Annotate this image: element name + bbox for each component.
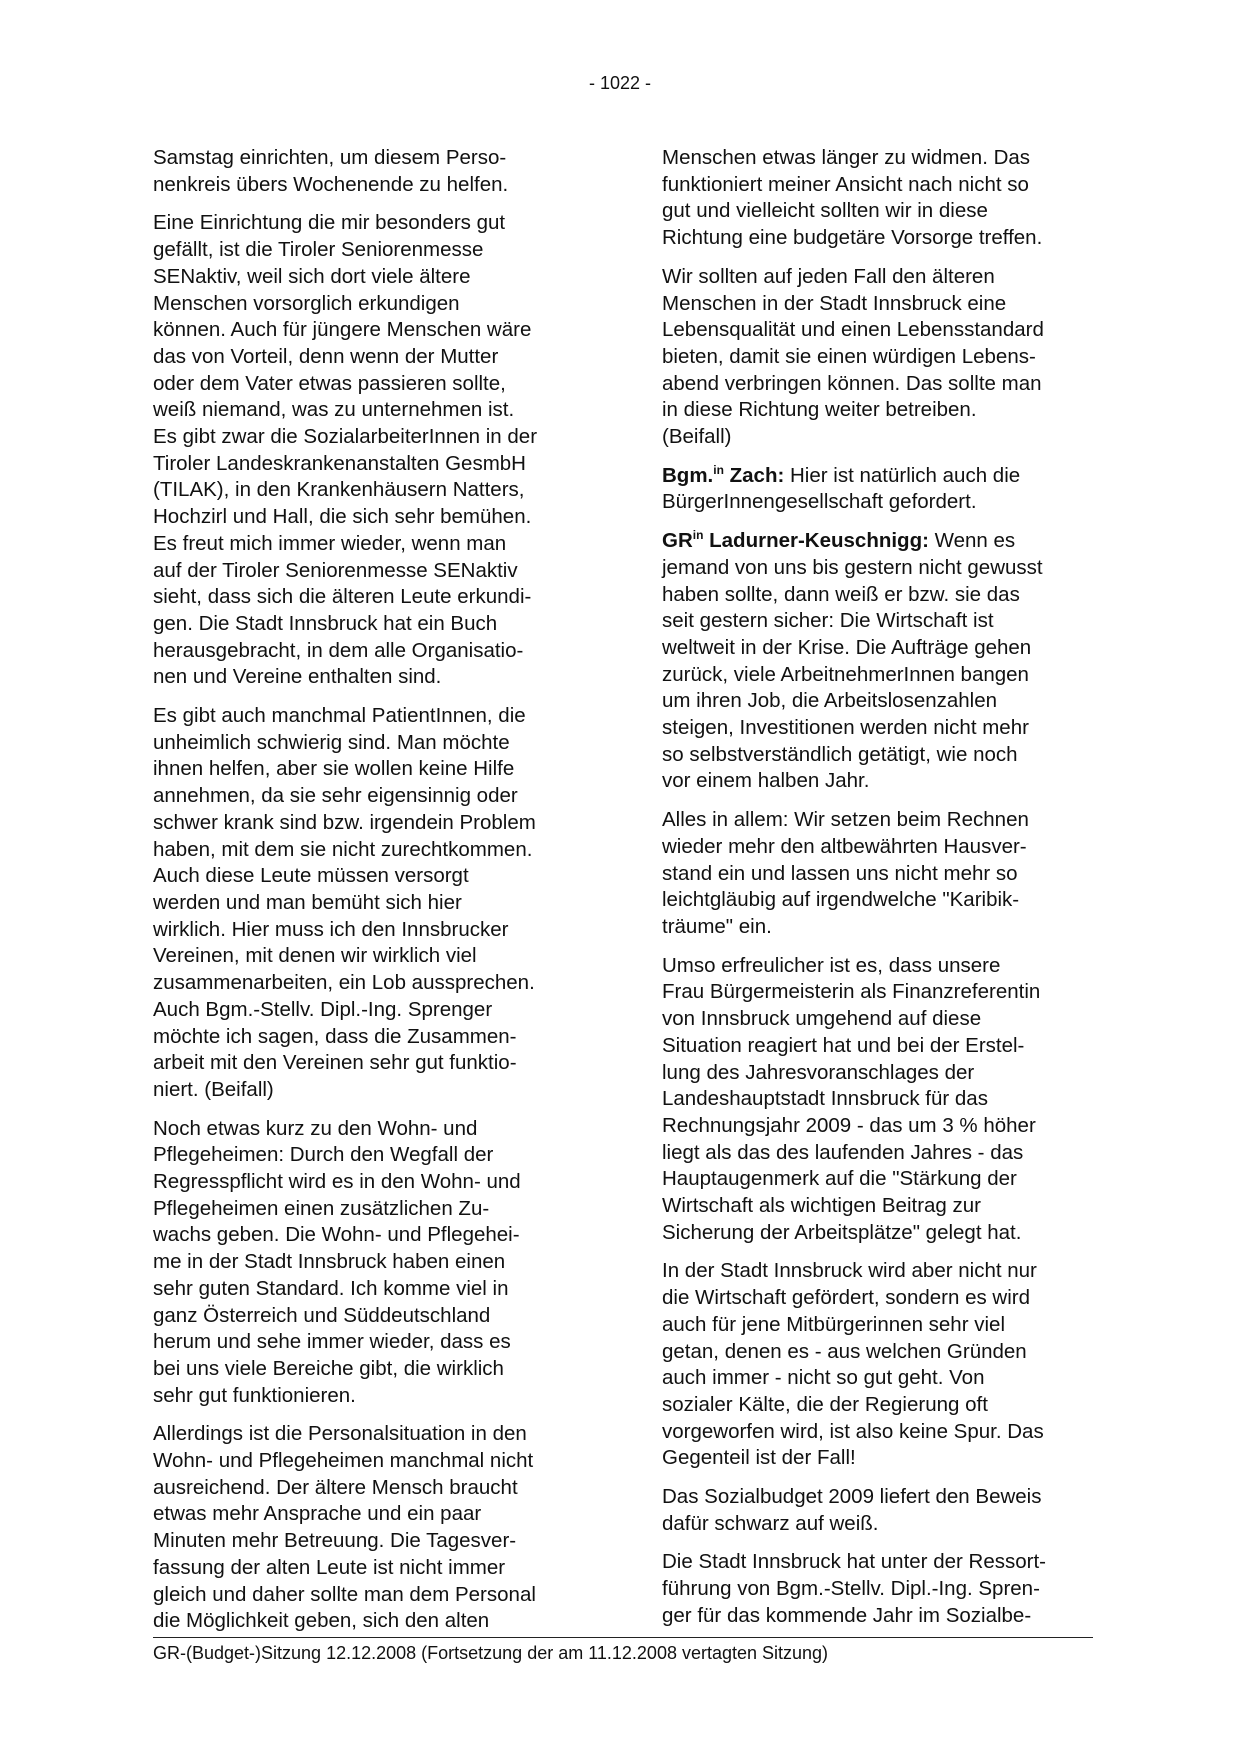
speech-paragraph [662, 463, 1097, 516]
paragraph: Samstag einrichten, um diesem Perso- nenkreis übers Wochenende zu helfen. [153, 146, 509, 196]
footer-divider [153, 1637, 1093, 1638]
paragraph: In der Stadt Innsbruck wird aber nicht nur die Wirtschaft gefördert, sondern es wird auch für jene Mitbürgerinnen sehr viel getan, denen es - aus welchen Gründen auch immer - nicht so gut geht. Von sozialer Kälte, die der Regierung oft vorgeworfen wird, ist also keine Spur. Das Gegenteil ist der Fall! [662, 1259, 1044, 1470]
paragraph: Wir sollten auf jeden Fall den älteren Menschen in der Stadt Innsbruck eine Lebensqualität und einen Lebensstandard bieten, damit sie einen würdigen Lebens- abend verbringen können. Das sollte man in diese Richtung weiter betreiben. (Beifall) [662, 264, 1044, 449]
paragraph: Umso erfreulicher ist es, dass unsere Frau Bürgermeisterin als Finanzreferentin von Innsbruck umgehend auf diese Situation reagiert hat und bei der Erstel- lung des Jahresvoranschlages der Landeshauptstadt Innsbruck für das Rechnungsjahr 2009 - das um 3 % höher liegt als das des laufenden Jahres - das Hauptaugenmerk auf die "Stärkung der Wirtschaft als wichtigen Beitrag zur Sicherung der Arbeitsplätze" gelegt hat. [662, 953, 1041, 1244]
page-footer: GR-(Budget-)Sitzung 12.12.2008 (Fortsetzung der am 11.12.2008 vertagten Sitzung) [153, 1643, 829, 1663]
paragraph: Das Sozialbudget 2009 liefert den Beweis dafür schwarz auf weiß. [662, 1485, 1042, 1535]
speaker-title: GR [662, 529, 693, 553]
right-column [662, 145, 1097, 1630]
paragraph: Alles in allem: Wir setzen beim Rechnen wieder mehr den altbewährten Hausver- stand ein und lassen uns nicht mehr so leichtgläubig auf irgendwelche "Karibik- träume" ein. [662, 808, 1029, 938]
speaker-label [662, 464, 784, 487]
page-number: - 1022 - [588, 73, 652, 93]
speech-text: Hier ist natürlich auch die BürgerInnengesellschaft gefordert. [662, 463, 1021, 514]
speech-text: Wenn es jemand von uns bis gestern nicht gewusst haben sollte, dann weiß er bzw. sie das seit gestern sicher: Die Wirtschaft ist weltweit in der Krise. Die Aufträge gehen zurück, viele ArbeitnehmerInnen bangen um ihren Job, die Arbeitslosenzahlen steigen, Investitionen werden nicht mehr so selbstverständlich getätigt, wie noch vor einem halben Jahr. [662, 529, 1043, 793]
paragraph: Noch etwas kurz zu den Wohn- und Pflegeheimen: Durch den Wegfall der Regresspflicht wird es in den Wohn- und Pflegeheimen einen zusätzlichen Zu- wachs geben. Die Wohn- und Pflegehei- me in der Stadt Innsbruck haben einen sehr guten Standard. Ich komme viel in ganz Österreich und Süddeutschland herum und sehe immer wieder, dass es bei uns viele Bereiche gibt, die wirklich sehr gut funktionieren. [153, 1116, 521, 1407]
speaker-title-suffix: in [692, 528, 704, 543]
speaker-name: Zach: [723, 463, 785, 487]
paragraph: Es gibt auch manchmal PatientInnen, die unheimlich schwierig sind. Man möchte ihnen helfen, aber sie wollen keine Hilfe annehmen, da sie sehr eigensinnig oder schwer krank sind bzw. irgendein Problem haben, mit dem sie nicht zurechtkommen. Auch diese Leute müssen versorgt werden und man bemüht sich hier wirklich. Hier muss ich den Innsbrucker Vereinen, mit denen wir wirklich viel zusammenarbeiten, ein Lob aussprechen. Auch Bgm.-Stellv. Dipl.-Ing. Sprenger möchte ich sagen, dass die Zusammen- arbeit mit den Vereinen sehr gut funktio- niert. (Beifall) [153, 704, 536, 1101]
paragraph: Allerdings ist die Personalsituation in den Wohn- und Pflegeheimen manchmal nicht ausreichend. Der ältere Mensch braucht etwas mehr Ansprache und ein paar Minuten mehr Betreuung. Die Tagesver- fassung der alten Leute ist nicht immer gleich und daher sollte man dem Personal die Möglichkeit geben, sich den alten [153, 1422, 536, 1633]
speaker-title: Bgm. [662, 463, 714, 487]
paragraph: Eine Einrichtung die mir besonders gut gefällt, ist die Tiroler Seniorenmesse SENaktiv, weil sich dort viele ältere Menschen vorsorglich erkundigen können. Auch für jüngere Menschen wäre das von Vorteil, denn wenn der Mutter oder dem Vater etwas passieren sollte, weiß niemand, was zu unternehmen ist. Es gibt zwar die SozialarbeiterInnen in der Tiroler Landeskrankenanstalten GesmbH (TILAK), in den Krankenhäusern Natters, Hochzirl und Hall, die sich sehr bemühen. Es freut mich immer wieder, wenn man auf der Tiroler Seniorenmesse SENaktiv sieht, dass sich die älteren Leute erkundi- gen. Die Stadt Innsbruck hat ein Buch herausgebracht, in dem alle Organisatio- nen und Vereine enthalten sind. [153, 211, 538, 689]
paragraph: Die Stadt Innsbruck hat unter der Ressort- führung von Bgm.-Stellv. Dipl.-Ing. Spren- ger für das kommende Jahr im Sozialbe- [662, 1550, 1046, 1627]
speech-paragraph [662, 528, 1097, 795]
left-column [153, 145, 588, 1635]
speaker-label [662, 529, 929, 552]
paragraph: Menschen etwas länger zu widmen. Das funktioniert meiner Ansicht nach nicht so gut und vielleicht sollten wir in diese Richtung eine budgetäre Vorsorge treffen. [662, 146, 1043, 250]
speaker-name: Ladurner-Keuschnigg: [703, 529, 929, 553]
speaker-title-suffix: in [713, 462, 724, 477]
